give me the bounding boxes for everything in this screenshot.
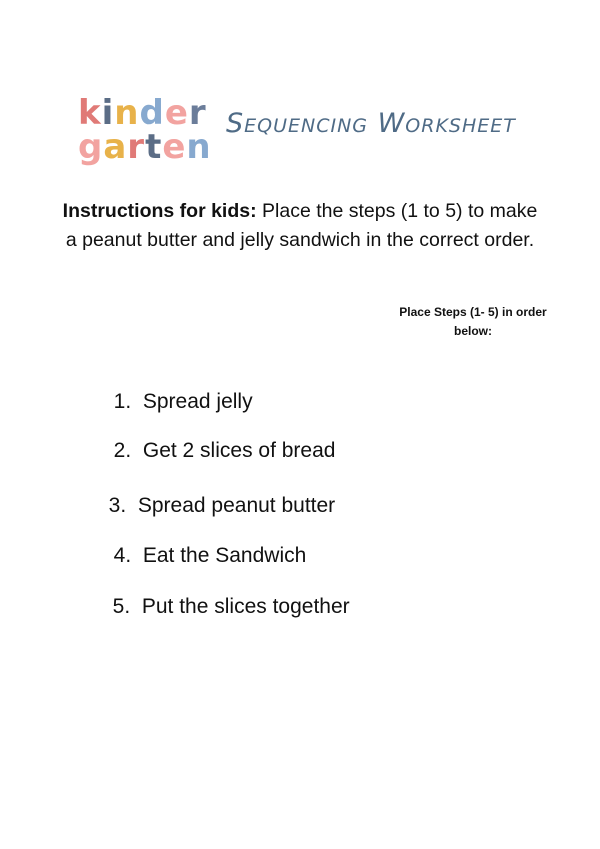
logo-letter: i xyxy=(101,93,114,133)
place-steps-note: Place Steps (1- 5) in order below: xyxy=(399,305,547,338)
step-text: Eat the Sandwich xyxy=(142,544,307,567)
logo-line-2 xyxy=(78,127,218,167)
logo-letter: r xyxy=(127,127,145,167)
worksheet-title: Sequencing Worksheet xyxy=(226,108,516,139)
logo-letter: e xyxy=(164,93,188,133)
logo-line-1 xyxy=(78,93,218,133)
logo-letter: e xyxy=(162,127,186,167)
logo-letter: n xyxy=(114,93,139,133)
logo-letter: t xyxy=(145,127,162,167)
step-number: 1. xyxy=(113,390,132,413)
step-text: Get 2 slices of bread xyxy=(142,439,336,462)
logo-letter: n xyxy=(186,127,211,167)
logo-letter: k xyxy=(78,93,101,133)
step-number: 5. xyxy=(112,595,131,618)
logo-letter: a xyxy=(103,127,127,167)
instructions xyxy=(60,197,540,255)
logo-letter: d xyxy=(139,93,164,133)
step-number: 4. xyxy=(113,544,132,567)
step-item xyxy=(101,568,350,620)
instructions-text: Place the steps (1 to 5) to make a peanut butter and jelly sandwich in the correct order. xyxy=(65,200,538,251)
instructions-label: Instructions for kids: xyxy=(62,200,257,222)
step-number: 3. xyxy=(108,494,127,517)
kindergarten-logo xyxy=(78,93,218,168)
step-number: 2. xyxy=(113,439,132,462)
step-text: Put the slices together xyxy=(141,595,350,618)
logo-letter: g xyxy=(78,127,103,167)
step-item xyxy=(102,363,253,415)
logo-letter: r xyxy=(188,93,206,133)
step-item xyxy=(97,467,335,519)
step-item xyxy=(102,517,306,569)
step-text: Spread jelly xyxy=(142,390,253,413)
step-text: Spread peanut butter xyxy=(137,494,336,517)
step-item xyxy=(102,412,335,464)
